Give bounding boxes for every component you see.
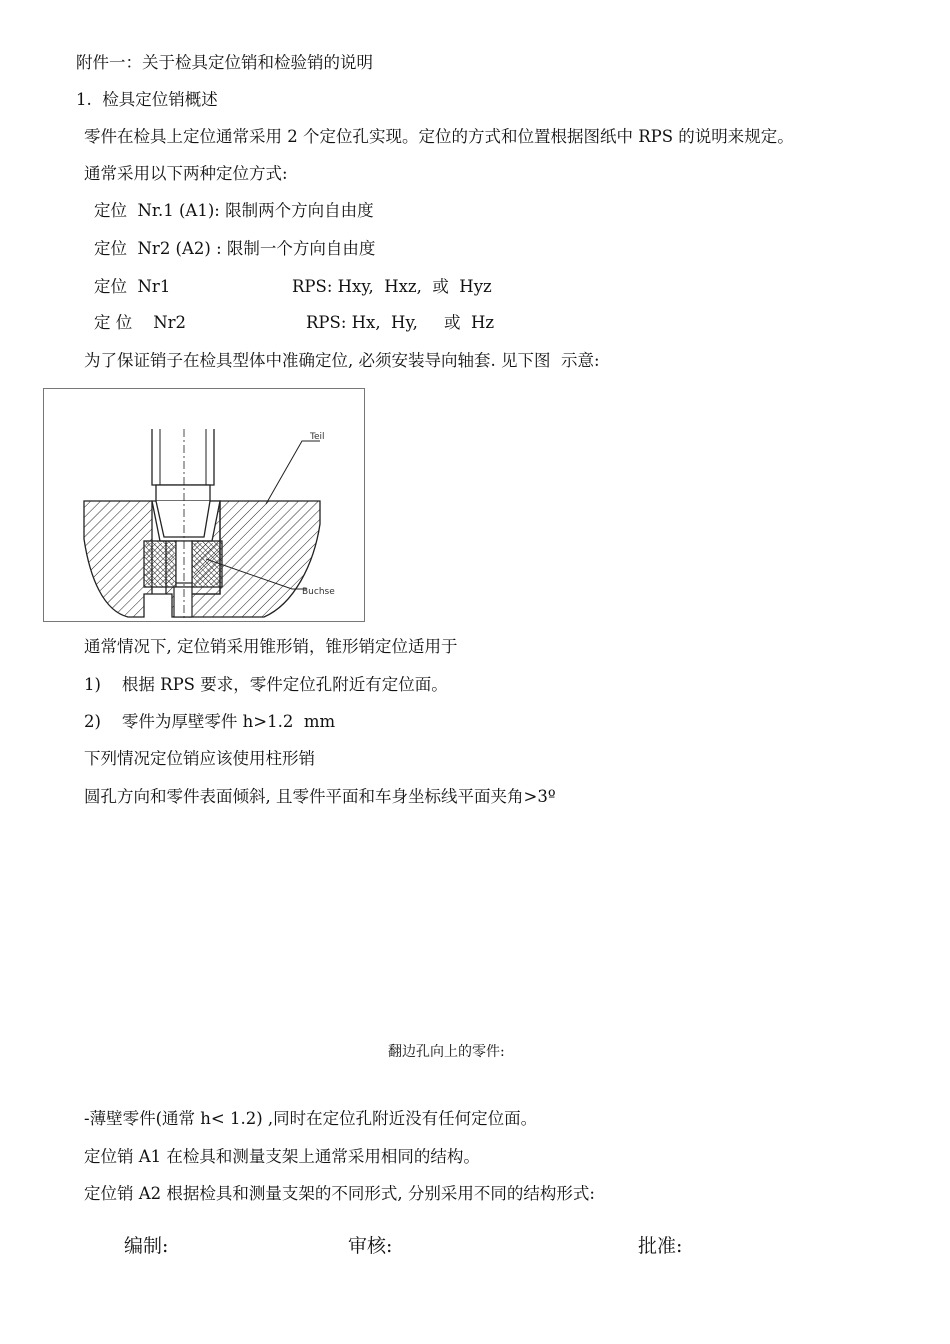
section-heading: 1. 检具定位销概述 <box>76 90 218 109</box>
reviewed-by-label: 审核: <box>348 1235 393 1257</box>
list-item: 1) 根据 RPS 要求，零件定位孔附近有定位面。 <box>84 675 448 694</box>
part-label: Teil <box>310 432 325 442</box>
paragraph: 通常情况下, 定位销采用锥形销，锥形销定位适用于 <box>84 637 458 656</box>
section-caption: 翻边孔向上的零件: <box>388 1044 505 1060</box>
approved-by-label: 批准: <box>638 1235 683 1257</box>
pin-bushing-diagram <box>43 388 365 622</box>
paragraph: 为了保证销子在检具型体中准确定位, 必须安装导向轴套. 见下图 示意: <box>84 351 600 370</box>
diagram-drawing <box>44 389 366 623</box>
list-item: 定位 Nr.1 (A1): 限制两个方向自由度 <box>94 201 374 220</box>
nr2-label: 定 位 Nr2 <box>94 313 187 332</box>
list-item: 2) 零件为厚壁零件 h>1.2 mm <box>84 712 336 731</box>
document-title: 附件一：关于检具定位销和检验销的说明 <box>76 53 373 72</box>
nr1-rps: RPS: Hxy, Hxz, 或 Hyz <box>292 277 492 296</box>
nr2-rps: RPS: Hx, Hy, 或 Hz <box>306 313 495 332</box>
paragraph: 定位销 A2 根据检具和测量支架的不同形式, 分别采用不同的结构形式: <box>84 1184 595 1203</box>
paragraph: -薄壁零件(通常 h< 1.2) ,同时在定位孔附近没有任何定位面。 <box>84 1109 538 1128</box>
list-item: 定位 Nr2 (A2) : 限制一个方向自由度 <box>94 239 376 258</box>
bushing-label: Buchse <box>302 587 335 597</box>
paragraph: 定位销 A1 在检具和测量支架上通常采用相同的结构。 <box>84 1147 480 1166</box>
paragraph: 圆孔方向和零件表面倾斜, 且零件平面和车身坐标线平面夹角>3º <box>84 787 556 806</box>
nr1-label: 定位 Nr1 <box>94 277 171 296</box>
paragraph: 零件在检具上定位通常采用 2 个定位孔实现。定位的方式和位置根据图纸中 RPS 的说明来规定。 <box>84 127 794 146</box>
pin <box>152 429 214 485</box>
paragraph: 下列情况定位销应该使用柱形销 <box>84 749 315 768</box>
compiled-by-label: 编制: <box>124 1235 169 1257</box>
paragraph: 通常采用以下两种定位方式: <box>84 164 288 183</box>
